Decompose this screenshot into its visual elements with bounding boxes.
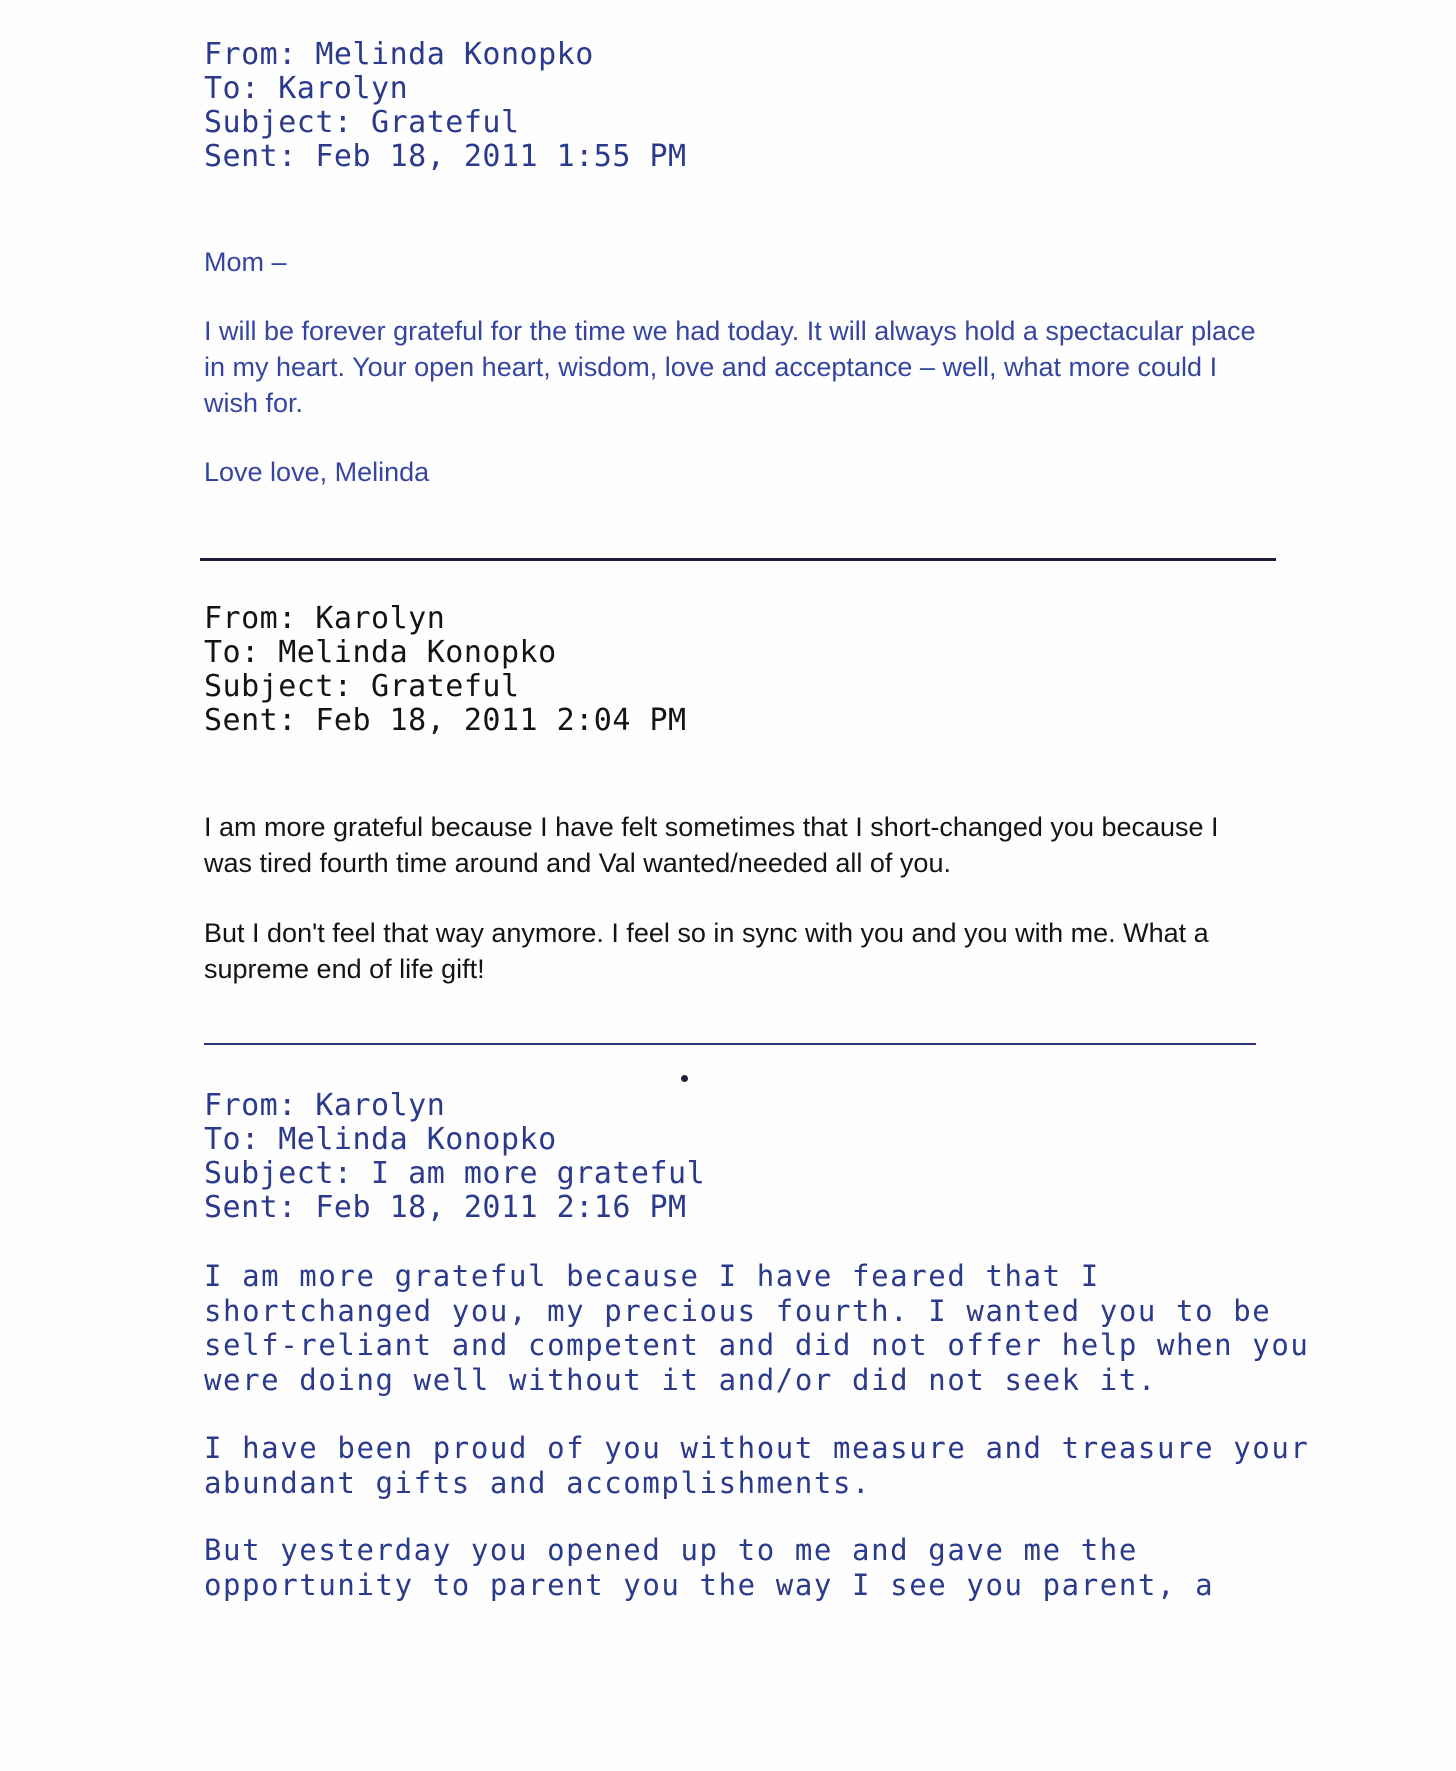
signoff: Love love, Melinda — [204, 457, 430, 487]
body-paragraph: I am more grateful because I have felt sometimes that I short-changed you because I was tired fourth time around and Val wanted/needed all of you. — [204, 812, 1219, 878]
sent-line: Sent: Feb 18, 2011 2:16 PM — [204, 1190, 687, 1225]
email-header — [204, 38, 904, 174]
to-line: To: Karolyn — [204, 71, 409, 106]
body-paragraph: I am more grateful because I have feared that I shortchanged you, my precious fourth. I wanted you to be self-reliant and competent and did not offer help when you were doing well without it and/or did not seek it. — [204, 1259, 1310, 1397]
divider-line — [200, 558, 1276, 561]
from-line: From: Karolyn — [204, 601, 446, 636]
subject-line: Subject: Grateful — [204, 669, 520, 704]
subject-line: Subject: I am more grateful — [204, 1156, 706, 1191]
body-paragraph: But I don't feel that way anymore. I feel so in sync with you and you with me. What a supreme end of life gift! — [204, 918, 1209, 984]
body-paragraph: I have been proud of you without measure and treasure your abundant gifts and accomplishments. — [204, 1431, 1310, 1500]
body-paragraph: I will be forever grateful for the time we had today. It will always hold a spectacular place in my heart. Your open heart, wisdom, love and acceptance – well, what more could I wish for. — [204, 316, 1256, 418]
ink-speck — [681, 1075, 688, 1082]
email-header — [204, 602, 904, 738]
from-line: From: Melinda Konopko — [204, 37, 594, 72]
subject-line: Subject: Grateful — [204, 105, 520, 140]
email-header — [204, 1089, 904, 1225]
sent-line: Sent: Feb 18, 2011 2:04 PM — [204, 703, 687, 738]
body-paragraph: But yesterday you opened up to me and gave me the opportunity to parent you the way I see you parent, a — [204, 1533, 1215, 1602]
from-line: From: Karolyn — [204, 1088, 446, 1123]
to-line: To: Melinda Konopko — [204, 635, 557, 670]
greeting: Mom – — [204, 247, 287, 277]
sent-line: Sent: Feb 18, 2011 1:55 PM — [204, 139, 687, 174]
to-line: To: Melinda Konopko — [204, 1122, 557, 1157]
divider-line — [204, 1043, 1256, 1045]
